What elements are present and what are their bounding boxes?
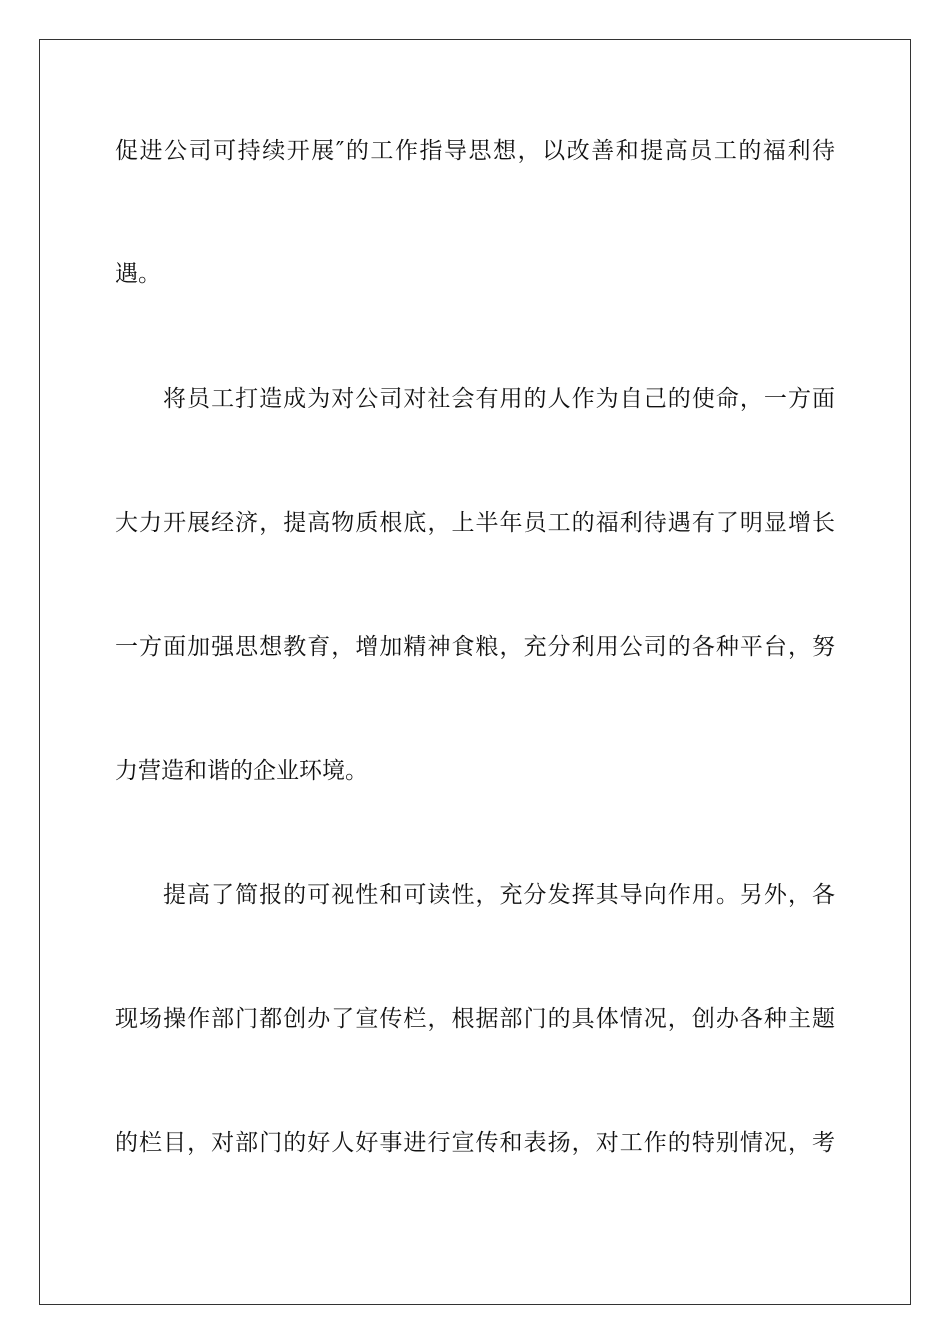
text-line-1: 促进公司可持续开展″的工作指导思想，以改善和提高员工的福利待: [115, 138, 835, 164]
text-line-7: 提高了简报的可视性和可读性，充分发挥其导向作用。另外，各: [163, 882, 835, 908]
page-border: [39, 39, 911, 1305]
text-line-9: 的栏目，对部门的好人好事进行宣传和表扬，对工作的特别情况，考: [115, 1130, 835, 1156]
text-line-6: 力营造和谐的企业环境。: [115, 758, 368, 784]
text-line-8: 现场操作部门都创办了宣传栏，根据部门的具体情况，创办各种主题: [115, 1006, 835, 1032]
text-line-4: 大力开展经济，提高物质根底，上半年员工的福利待遇有了明显增长: [115, 510, 835, 536]
text-line-5: 一方面加强思想教育，增加精神食粮，充分利用公司的各种平台，努: [115, 634, 835, 660]
text-line-3: 将员工打造成为对公司对社会有用的人作为自己的使命，一方面: [163, 386, 835, 412]
text-line-2: 遇。: [115, 261, 161, 287]
